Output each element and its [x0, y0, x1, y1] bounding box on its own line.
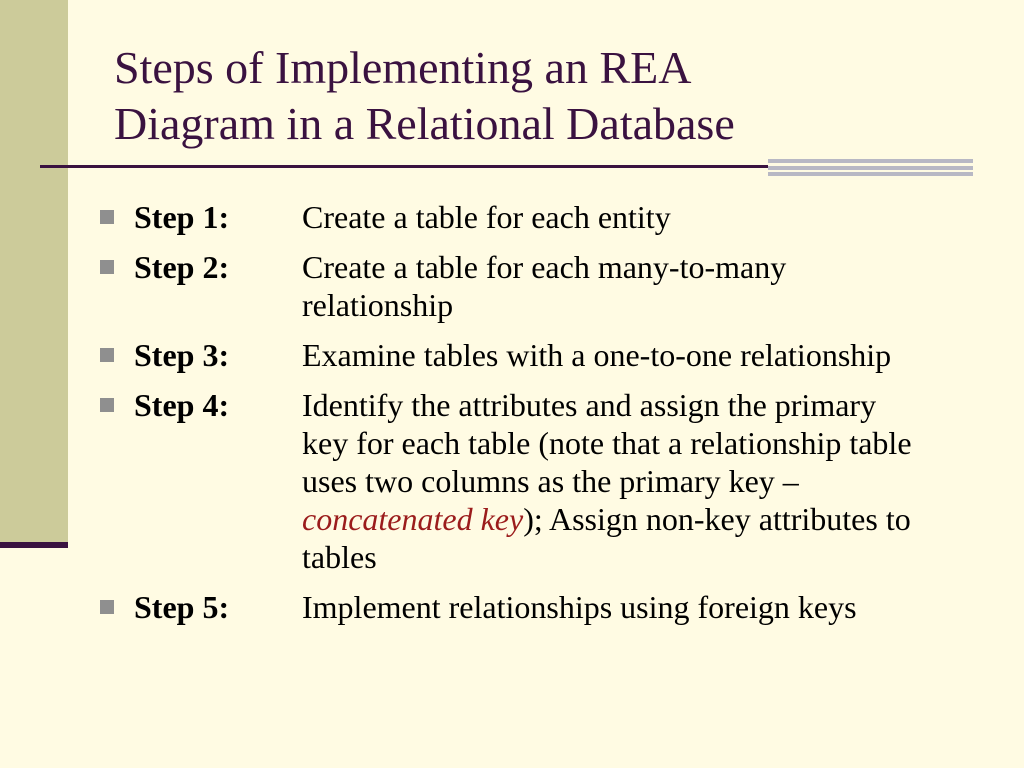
title-underline: [40, 165, 768, 168]
step-description-after-term: ); Assign non-key attributes to tables: [302, 501, 911, 575]
step-description: Create a table for each many-to-many relationship: [302, 249, 787, 323]
step-item-3: [100, 336, 1000, 374]
step-label: Step 1:: [134, 199, 230, 235]
square-bullet-icon: [100, 260, 114, 274]
title-line-1: Steps of Implementing an REA: [114, 42, 692, 93]
concatenated-key-term: concatenated key: [302, 501, 524, 537]
left-decorative-bar: [0, 0, 68, 542]
slide-title: [114, 40, 974, 152]
title-underline-gray-accent: [768, 159, 973, 176]
title-line-2: Diagram in a Relational Database: [114, 98, 735, 149]
square-bullet-icon: [100, 398, 114, 412]
step-description-before-term: Identify the attributes and assign the primary key for each table (note that a relationship table uses two columns as the primary key –: [302, 387, 912, 499]
step-item-2: [100, 248, 1000, 324]
step-description: [302, 386, 922, 576]
step-label: Step 4:: [134, 387, 230, 423]
steps-list: [100, 198, 1000, 638]
step-description: Examine tables with a one-to-one relationship: [302, 337, 892, 373]
step-label: Step 5:: [134, 589, 230, 625]
step-description: Implement relationships using foreign keys: [302, 589, 857, 625]
step-label: Step 3:: [134, 337, 230, 373]
step-item-4: [100, 386, 1000, 576]
square-bullet-icon: [100, 210, 114, 224]
step-label: Step 2:: [134, 249, 230, 285]
square-bullet-icon: [100, 600, 114, 614]
step-description: Create a table for each entity: [302, 199, 671, 235]
step-item-1: [100, 198, 1000, 236]
left-bar-accent-line: [0, 542, 68, 548]
step-item-5: [100, 588, 1000, 626]
square-bullet-icon: [100, 348, 114, 362]
